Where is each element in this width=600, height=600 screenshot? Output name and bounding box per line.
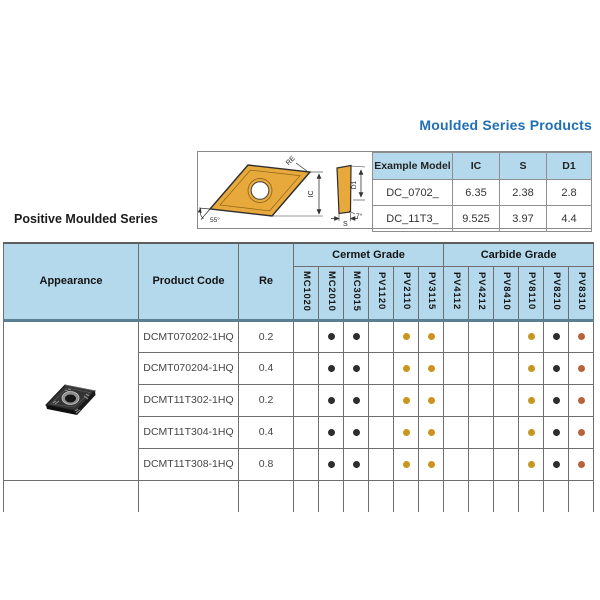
grade-cell-pv8210: [544, 352, 569, 384]
grade-cell-pv4212: [469, 448, 494, 480]
grade-column-header-pv8410: [494, 266, 519, 320]
example-row: [373, 206, 592, 232]
stub-cell: [444, 480, 469, 512]
grade-cell-pv8410: [494, 416, 519, 448]
grade-cell-pv2110: [394, 352, 419, 384]
insert-side-view: [337, 166, 351, 214]
grade-column-label: MC2010: [325, 270, 337, 312]
grade-cell-pv8410: [494, 352, 519, 384]
example-cell-s: 2.38: [500, 180, 547, 206]
example-cell-d1: 4.4: [547, 206, 592, 232]
grade-column-header-pv1120: [369, 266, 394, 320]
example-cell-model: DC_0702_: [373, 180, 453, 206]
grade-cell-pv8110: [519, 352, 544, 384]
example-cell-d1: 2.8: [547, 180, 592, 206]
availability-dot-black: [353, 461, 360, 468]
grade-cell-mc1020: [294, 384, 319, 416]
grade-column-label: PV1120: [375, 271, 387, 311]
example-model-header: Example Model: [373, 153, 453, 180]
example-cell-model: DC_11T3_: [373, 206, 453, 232]
grade-cell-pv3115: [419, 416, 444, 448]
grade-cell-pv8410: [494, 448, 519, 480]
angle-label: 55°: [210, 217, 220, 224]
availability-dot-black: [328, 429, 335, 436]
grade-cell-pv3115: [419, 384, 444, 416]
stub-cell: [469, 480, 494, 512]
grade-cell-mc3015: [344, 416, 369, 448]
grade-cell-mc1020: [294, 352, 319, 384]
grade-column-header-pv3115: [419, 266, 444, 320]
grade-cell-pv2110: [394, 320, 419, 352]
product-code-cell: DCMT11T304-1HQ: [139, 416, 239, 448]
availability-dot-gold: [528, 365, 535, 372]
grade-cell-pv8410: [494, 384, 519, 416]
re-label: RE: [285, 155, 297, 167]
grade-cell-mc3015: [344, 352, 369, 384]
grade-cell-mc2010: [319, 384, 344, 416]
example-header-row: [373, 153, 592, 180]
availability-dot-gold: [403, 365, 410, 372]
grade-cell-pv1120: [369, 448, 394, 480]
grade-cell-pv8410: [494, 320, 519, 352]
grade-column-label: PV4112: [450, 271, 462, 311]
grade-cell-pv8210: [544, 416, 569, 448]
grade-cell-pv1120: [369, 416, 394, 448]
grade-column-label: PV2110: [400, 271, 412, 311]
grade-column-label: MC3015: [350, 270, 362, 312]
grade-cell-mc3015: [344, 384, 369, 416]
grade-cell-pv4112: [444, 448, 469, 480]
grade-column-header-pv8110: [519, 266, 544, 320]
grade-cell-pv8310: [569, 320, 594, 352]
grade-cell-pv8110: [519, 384, 544, 416]
availability-dot-black: [328, 365, 335, 372]
availability-dot-black: [328, 397, 335, 404]
stub-cell: [419, 480, 444, 512]
grade-cell-mc1020: [294, 448, 319, 480]
appearance-header: Appearance: [4, 243, 139, 320]
grade-cell-pv4112: [444, 320, 469, 352]
example-cell-ic: 6.35: [453, 180, 500, 206]
insert-drawing-icon: [198, 152, 372, 228]
appearance-cell: [4, 320, 139, 480]
grade-cell-mc3015: [344, 448, 369, 480]
grade-cell-pv8110: [519, 448, 544, 480]
availability-dot-rust: [578, 365, 585, 372]
grade-cell-mc2010: [319, 352, 344, 384]
d1-header: D1: [547, 153, 592, 180]
grade-cell-pv3115: [419, 320, 444, 352]
s-header: S: [500, 153, 547, 180]
stub-cell: [494, 480, 519, 512]
availability-dot-gold: [428, 333, 435, 340]
grade-column-label: PV8310: [575, 271, 587, 311]
s-label: S: [343, 221, 348, 228]
ic-label: IC: [308, 190, 315, 198]
grade-cell-pv2110: [394, 448, 419, 480]
availability-dot-rust: [578, 333, 585, 340]
grade-cell-mc3015: [344, 320, 369, 352]
grade-cell-pv1120: [369, 352, 394, 384]
grade-cell-pv8310: [569, 416, 594, 448]
grade-cell-pv3115: [419, 352, 444, 384]
product-code-cell: DCMT11T302-1HQ: [139, 384, 239, 416]
stub-cell: [239, 480, 294, 512]
availability-dot-black: [353, 365, 360, 372]
ic-header: IC: [453, 153, 500, 180]
availability-dot-rust: [578, 429, 585, 436]
grade-column-header-mc3015: [344, 266, 369, 320]
re-value-cell: 0.2: [239, 320, 294, 352]
grade-column-header-pv4112: [444, 266, 469, 320]
product-code-cell: DCMT070204-1HQ: [139, 352, 239, 384]
stub-cell: [544, 480, 569, 512]
grade-cell-pv4112: [444, 352, 469, 384]
grade-column-header-pv2110: [394, 266, 419, 320]
spec-box: [197, 151, 592, 229]
availability-dot-rust: [578, 397, 585, 404]
availability-dot-black: [353, 397, 360, 404]
stub-cell: [4, 480, 139, 512]
stub-cell: [344, 480, 369, 512]
grade-column-label: PV8210: [550, 271, 562, 311]
grade-cell-pv8310: [569, 448, 594, 480]
availability-dot-gold: [403, 333, 410, 340]
grade-column-header-pv8210: [544, 266, 569, 320]
grade-cell-pv4212: [469, 352, 494, 384]
example-row: [373, 180, 592, 206]
re-value-cell: 0.2: [239, 384, 294, 416]
availability-dot-gold: [403, 429, 410, 436]
stub-cell: [294, 480, 319, 512]
grade-cell-pv4212: [469, 384, 494, 416]
example-cell-s: 3.97: [500, 206, 547, 232]
grade-column-header-pv4212: [469, 266, 494, 320]
grade-group-row: [4, 243, 594, 266]
availability-dot-rust: [578, 461, 585, 468]
availability-dot-gold: [428, 429, 435, 436]
example-cell-ic: 9.525: [453, 206, 500, 232]
grade-cell-pv4212: [469, 416, 494, 448]
product-code-header: Product Code: [139, 243, 239, 320]
section-title: Positive Moulded Series: [14, 212, 158, 226]
availability-dot-black: [353, 429, 360, 436]
grade-cell-pv8210: [544, 320, 569, 352]
availability-dot-gold: [428, 461, 435, 468]
product-code-cell: DCMT11T308-1HQ: [139, 448, 239, 480]
insert-photo: [43, 378, 99, 420]
example-model-table: [372, 152, 592, 232]
availability-dot-black: [553, 397, 560, 404]
product-code-cell: DCMT070202-1HQ: [139, 320, 239, 352]
grade-column-header-mc2010: [319, 266, 344, 320]
re-value-cell: 0.4: [239, 416, 294, 448]
grade-cell-mc1020: [294, 320, 319, 352]
grade-cell-pv2110: [394, 384, 419, 416]
availability-dot-gold: [428, 365, 435, 372]
availability-dot-black: [328, 461, 335, 468]
grade-cell-pv8110: [519, 416, 544, 448]
availability-dot-black: [553, 365, 560, 372]
availability-dot-black: [553, 333, 560, 340]
table-cutoff-stub-row: [4, 480, 594, 512]
availability-dot-gold: [528, 461, 535, 468]
grade-cell-pv8210: [544, 384, 569, 416]
insert-diagram: [198, 152, 372, 228]
re-value-cell: 0.4: [239, 352, 294, 384]
grade-column-header-mc1020: [294, 266, 319, 320]
grade-cell-pv4112: [444, 416, 469, 448]
availability-dot-black: [553, 461, 560, 468]
carbide-grade-header: Carbide Grade: [444, 243, 594, 266]
grade-cell-pv8310: [569, 352, 594, 384]
grade-column-header-pv8310: [569, 266, 594, 320]
stub-cell: [369, 480, 394, 512]
availability-dot-black: [353, 333, 360, 340]
grade-cell-pv8210: [544, 448, 569, 480]
availability-dot-gold: [403, 461, 410, 468]
grade-cell-mc2010: [319, 320, 344, 352]
stub-cell: [139, 480, 239, 512]
grade-cell-pv4212: [469, 320, 494, 352]
availability-dot-gold: [528, 333, 535, 340]
stub-cell: [519, 480, 544, 512]
grade-cell-pv1120: [369, 320, 394, 352]
d1-label: D1: [351, 180, 358, 190]
grade-cell-pv2110: [394, 416, 419, 448]
grade-cell-mc2010: [319, 416, 344, 448]
stub-cell: [569, 480, 594, 512]
grade-column-label: MC1020: [300, 270, 312, 312]
positive-moulded-series-table: [3, 242, 594, 512]
relief-angle-label: 7°: [356, 213, 363, 220]
stub-cell: [319, 480, 344, 512]
stub-cell: [394, 480, 419, 512]
grade-column-label: PV4212: [475, 271, 487, 311]
re-value-cell: 0.8: [239, 448, 294, 480]
availability-dot-black: [553, 429, 560, 436]
grade-cell-pv3115: [419, 448, 444, 480]
grade-cell-pv4112: [444, 384, 469, 416]
grade-cell-pv1120: [369, 384, 394, 416]
grade-column-label: PV8410: [500, 271, 512, 311]
re-header: Re: [239, 243, 294, 320]
grade-cell-mc2010: [319, 448, 344, 480]
grade-cell-pv8110: [519, 320, 544, 352]
grade-column-label: PV8110: [525, 271, 537, 311]
availability-dot-gold: [428, 397, 435, 404]
grade-column-label: PV3115: [425, 271, 437, 311]
availability-dot-gold: [403, 397, 410, 404]
availability-dot-gold: [528, 429, 535, 436]
grade-cell-pv8310: [569, 384, 594, 416]
page-title: Moulded Series Products: [419, 117, 592, 133]
availability-dot-black: [328, 333, 335, 340]
product-row: [4, 320, 594, 352]
cermet-grade-header: Cermet Grade: [294, 243, 444, 266]
grade-cell-mc1020: [294, 416, 319, 448]
availability-dot-gold: [528, 397, 535, 404]
